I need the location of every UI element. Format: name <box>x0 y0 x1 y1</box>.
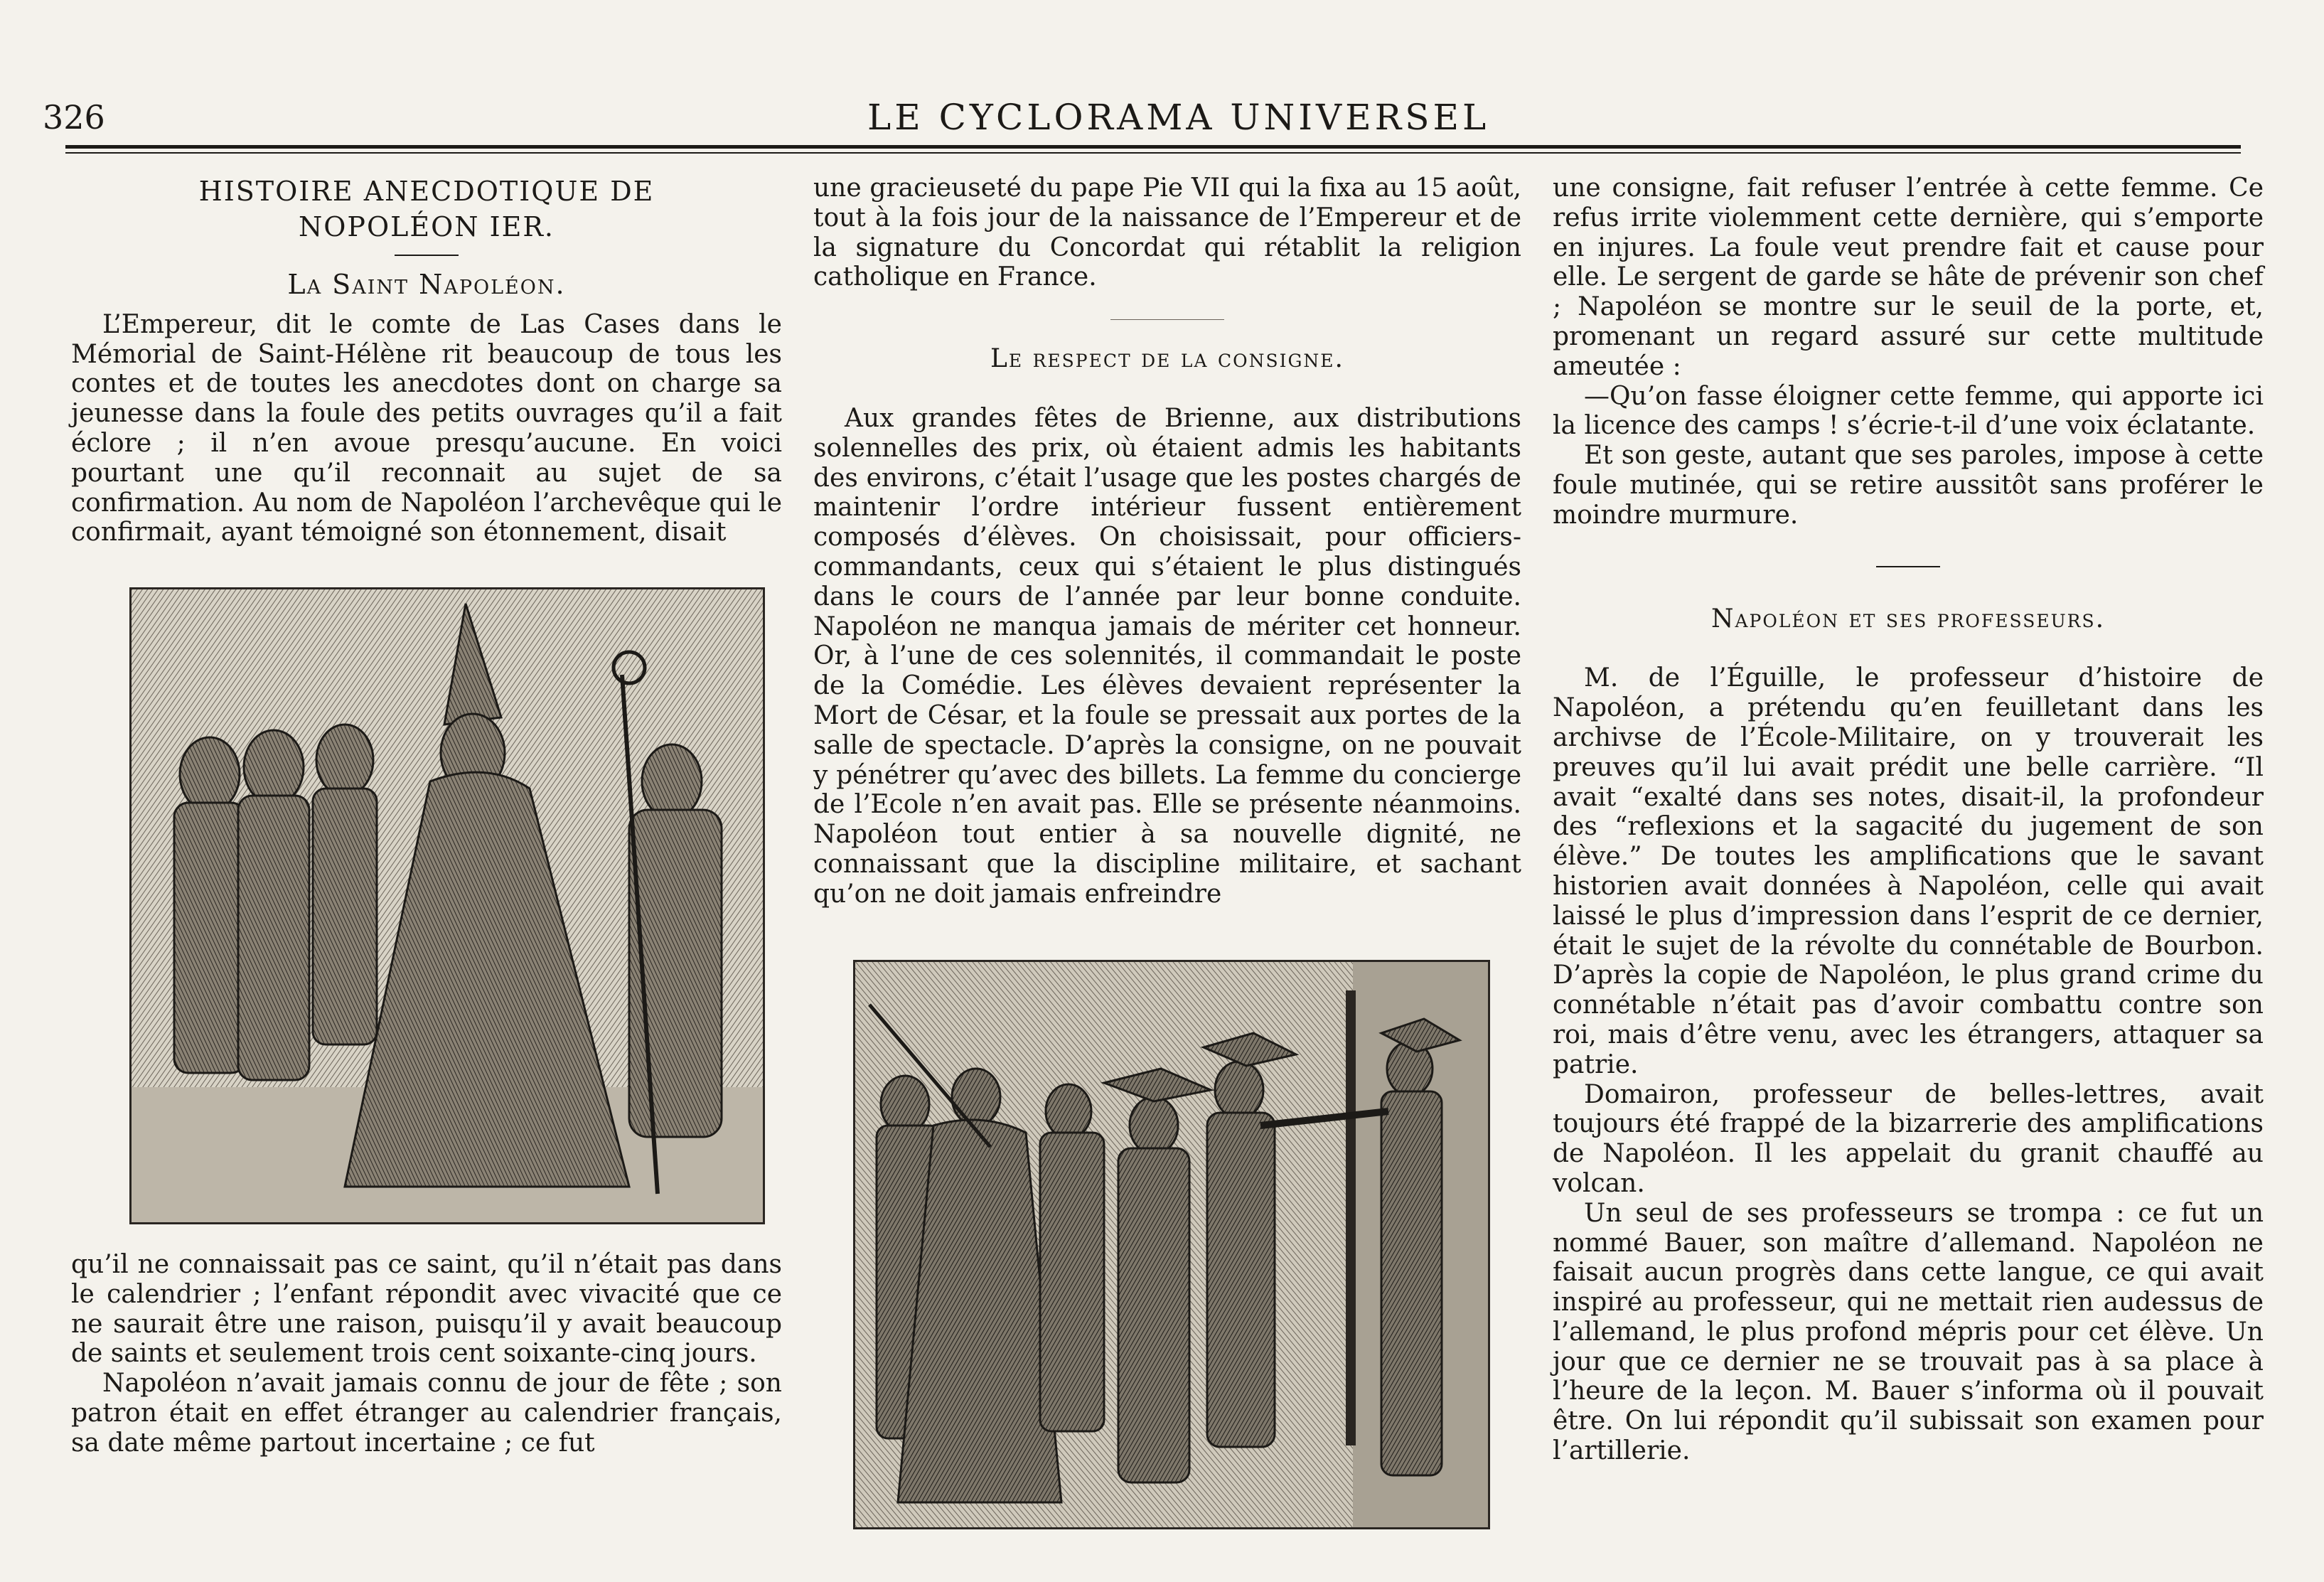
article-title-consigne: Le respect de la consigne. <box>990 344 1344 374</box>
engraving-confirmation-art <box>132 589 763 1222</box>
paragraph-quote: —Qu’on fasse éloigner cette femme, qui apporte ici la licence des camps ! s’écrie-t-il d’une voix éclatante. <box>1553 381 2264 441</box>
header-rule-thick <box>65 145 2241 149</box>
column-1-bottom <box>71 1250 782 1458</box>
paragraph-domairon: Domairon, professeur de belles-lettres, avait toujours été frappé de la bizarrerie des amplifications de Napoléon. Il les appelait du granit chauffé au volcan. <box>1553 1079 2264 1198</box>
paragraph-eguille: M. de l’Éguille, le professeur d’histoire de Napoléon, a prétendu qu’en feuilletant dans les archivse de l’École-Militaire, on y trouverait les preuves qu’il lui avait prédit une belle carrière. “Il avait “exalté dans ses notes, disait-il, la profondeur des “reflexions et la sagacité du jugement de son élève.” De toutes les amplifications que le savant historien avait données à Napoléon, celle qui avait laissé le plus d’impression dans l’esprit de ce dernier, était le sujet de la révolte du connétable de Bourbon. D’après la copie de Napoléon, le plus grand crime du connétable n’était pas d’avoir combattu contre son roi, mais d’être venu, avec les étrangers, attaquer sa patrie. <box>1553 663 2264 1079</box>
article-divider <box>1110 319 1224 320</box>
article-title-line1: HISTOIRE ANECDOTIQUE DE <box>198 176 655 207</box>
engraving-confirmation <box>129 587 765 1224</box>
paragraph-confirmation-continued: qu’il ne connaissait pas ce saint, qu’il n’était pas dans le calendrier ; l’enfant répondit avec vivacité que ce ne saurait être une raison, puisqu’il y avait beaucoup de saints et seulement trois cent soixante-cinq jours. <box>71 1250 782 1369</box>
paragraph-bauer: Un seul de ses professeurs se trompa : ce fut un nommé Bauer, son maître d’allemand. Napoléon ne faisait aucun progrès dans cette langue, ce qui avait inspiré au professeur, qui ne mettait rien audessus de l’allemand, le plus profond mépris pour cet élève. Un jour que ce dernier ne se trouvait pas à sa place à l’heure de la leçon. M. Bauer s’informa où il pouvait être. On lui répondit qu’il subissait son examen pour l’artillerie. <box>1553 1198 2264 1466</box>
column-3 <box>1553 173 2264 1466</box>
paragraph-feast-day-continued: une gracieuseté du pape Pie VII qui la fixa au 15 août, tout à la fois jour de la naissance de l’Empereur et de la signature du Concordat qui rétablit la religion catholique en France. <box>813 173 1521 292</box>
engraving-consigne-art <box>855 962 1488 1527</box>
article-title-professeurs: Napoléon et ses professeurs. <box>1710 604 2106 634</box>
column-1-top <box>71 173 782 547</box>
paragraph-confirmation: L’Empereur, dit le comte de Las Cases dans le Mémorial de Saint-Hélène rit beaucoup de tous les contes et de toutes les anecdotes dont on charge sa jeunesse dans la foule des petits ouvrages qu’il a fait éclore ; il n’en avoue presqu’aucune. En voici pourtant une qu’il reconnait au sujet de sa confirmation. Au nom de Napoléon l’archevêque qui le confirmait, ayant témoigné son étonnement, disait <box>71 309 782 547</box>
paragraph-consigne-continued: une consigne, fait refuser l’entrée à cette femme. Ce refus irrite violemment cette dernière, qui s’emporte en injures. La foule veut prendre fait et cause pour elle. Le sergent de garde se hâte de prévenir son chef ; Napoléon se montre sur le seuil de la porte, et, promenant un regard assuré sur cette multitude ameutée : <box>1553 173 2264 381</box>
article-divider-2 <box>1876 566 1940 567</box>
paragraph-brienne: Aux grandes fêtes de Brienne, aux distributions solennelles des prix, où étaient admis les habitants des environs, c’était l’usage que les postes chargés de maintenir l’ordre intérieur fussent entièrement composés d’élèves. On choisissait, pour officiers-commandants, ceux qui s’étaient le plus distingués dans le cours de l’année par leur bonne conduite. Napoléon ne manqua jamais de mériter cet honneur. Or, à l’une de ces solennités, il commandait le poste de la Comédie. Les élèves devaient représenter la Mort de César, et la foule se pressait aux portes de la salle de spectacle. D’après la consigne, on ne pouvait y pénétrer qu’avec des billets. La femme du concierge de l’Ecole n’en avait pas. Elle se présente néanmoins. Napoléon tout entier à sa nouvelle dignité, ne connaissant que la discipline militaire, et sachant qu’on ne doit jamais enfreindre <box>813 403 1521 909</box>
title-divider <box>395 255 459 256</box>
article-title-line2: NOPOLÉON IER. <box>298 211 555 242</box>
column-2 <box>813 173 1521 909</box>
section-title-saint-napoleon: La Saint Napoléon. <box>287 269 566 300</box>
engraving-consigne <box>853 960 1490 1529</box>
page-number: 326 <box>43 98 105 137</box>
paragraph-foule: Et son geste, autant que ses paroles, impose à cette foule mutinée, qui se retire aussitôt sans proférer le moindre murmure. <box>1553 441 2264 530</box>
paragraph-feast-day: Napoléon n’avait jamais connu de jour de fête ; son patron était en effet étranger au calendrier français, sa date même partout incertaine ; ce fut <box>71 1369 782 1458</box>
running-title: LE CYCLORAMA UNIVERSEL <box>867 97 1490 138</box>
header-rule-thin <box>65 152 2241 154</box>
